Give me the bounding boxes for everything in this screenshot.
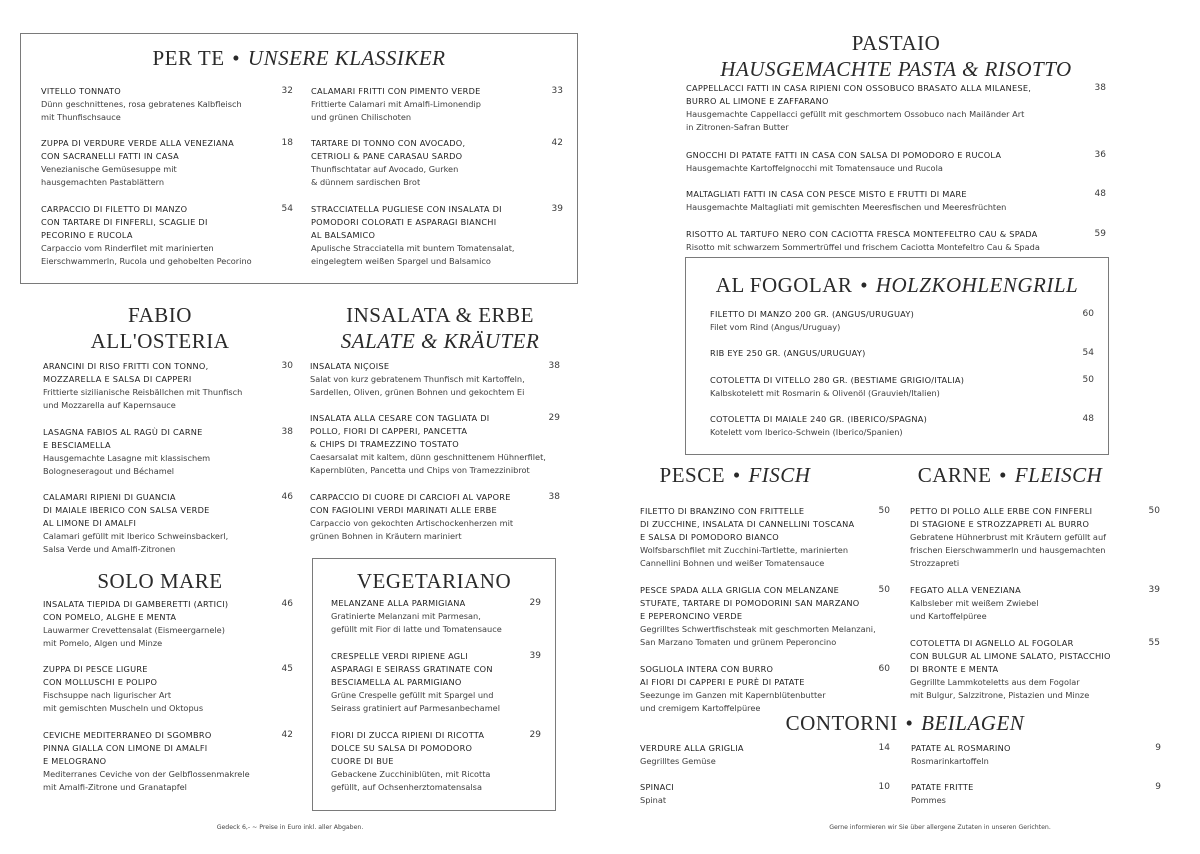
dish-description: Cannellini Bohnen und weißer Tomatensauce <box>640 558 825 568</box>
section-sides <box>640 710 1170 810</box>
dish-price: 39 <box>529 651 541 661</box>
dish-description: mit Amalfi-Zitrone und Granatapfel <box>43 782 187 792</box>
dish-price: 48 <box>1094 189 1106 199</box>
dish-price: 50 <box>1082 375 1094 385</box>
menu-item <box>311 203 563 268</box>
dish-price: 32 <box>281 86 293 96</box>
menu-item <box>911 781 1161 807</box>
menu-item <box>710 347 1094 360</box>
dish-description: Fischsuppe nach ligurischer Art <box>43 690 172 700</box>
dish-price: 59 <box>1094 229 1106 239</box>
dish-price: 50 <box>1148 506 1160 516</box>
dish-price: 42 <box>281 730 293 740</box>
dish-description: und grünen Chilischoten <box>311 112 412 122</box>
dish-description: Gratinierte Melanzani mit Parmesan, <box>331 611 481 621</box>
menu-item <box>331 650 541 715</box>
dish-description: grünen Bohnen in Kräutern mariniert <box>310 531 462 541</box>
dish-name: CEVICHE MEDITERRANEO DI SGOMBRO <box>43 730 212 740</box>
dish-name: STRACCIATELLA PUGLIESE CON INSALATA DI <box>311 204 502 214</box>
dish-name: MALTAGLIATI FATTI IN CASA CON PESCE MISTO E FRUTTI DI MARE <box>686 189 967 199</box>
dish-name: PECORINO E RUCOLA <box>41 230 133 240</box>
dish-description: Bologneseragout und Béchamel <box>43 466 175 476</box>
menu-item <box>311 137 563 189</box>
dish-name: DI MAIALE IBERICO CON SALSA VERDE <box>43 505 210 515</box>
dish-price: 29 <box>529 730 541 740</box>
dish-name: DI STAGIONE E STROZZAPRETI AL BURRO <box>910 519 1090 529</box>
dish-name: CRESPELLE VERDI RIPIENE AGLI <box>331 651 468 661</box>
dish-description: mit Pomelo, Algen und Minze <box>43 638 163 648</box>
dish-description: Seezunge im Ganzen mit Kapernblütenbutter <box>640 690 826 700</box>
dish-name: COTOLETTA DI VITELLO 280 GR. (BESTIAME GRIGIO/ITALIA) <box>710 375 965 385</box>
menu-item <box>686 149 1106 175</box>
dish-name: CON FAGIOLINI VERDI MARINATI ALLE ERBE <box>310 505 497 515</box>
dish-description: Calamari gefüllt mit Iberico Schweinsbackerl, <box>43 531 229 541</box>
dish-name: AI FIORI DI CAPPERI E PURÈ DI PATATE <box>640 677 805 687</box>
dish-name: PATATE FRITTE <box>911 782 974 792</box>
dish-name: DI BRONTE E MENTA <box>910 664 999 674</box>
menu-item <box>710 374 1094 400</box>
dish-description: und Mozzarella auf Kapernsauce <box>43 400 176 410</box>
dish-price: 14 <box>878 743 890 753</box>
dish-description: Hausgemachte Cappellacci gefüllt mit geschmortem Ossobuco nach Mailänder Art <box>686 109 1025 119</box>
dish-name: E BESCIAMELLA <box>43 440 111 450</box>
dish-price: 46 <box>281 492 293 502</box>
dish-name: ASPARAGI E SEIRASS GRATINATE CON <box>331 664 493 674</box>
dish-description: Hausgemachte Kartoffelgnocchi mit Tomatensauce und Rucola <box>686 163 943 173</box>
section-title: AL FOGOLAR • HOLZKOHLENGRILL <box>715 273 1079 297</box>
dish-description: Strozzapreti <box>910 558 960 568</box>
dish-name: BESCIAMELLA AL PARMIGIANO <box>331 677 462 687</box>
section-salads <box>310 300 570 565</box>
section-sea <box>20 566 300 806</box>
dish-price: 38 <box>548 361 560 371</box>
dish-name: FEGATO ALLA VENEZIANA <box>910 585 1022 595</box>
dish-name: RISOTTO AL TARTUFO NERO CON CACIOTTA FRESCA MONTEFELTRO CAU & SPADA <box>686 229 1038 239</box>
dish-description: San Marzano Tomaten und grünem Peperoncino <box>640 637 837 647</box>
section-title: FABIO ALL'OSTERIA <box>90 303 230 353</box>
dish-description: Lauwarmer Crevettensalat (Eismeergarnele) <box>43 625 225 635</box>
section-vegetarian <box>312 558 556 811</box>
dish-description: Salat von kurz gebratenem Thunfisch mit Kartoffeln, <box>310 374 525 384</box>
menu-item <box>710 413 1094 439</box>
dish-description: Grüne Crespelle gefüllt mit Spargel und <box>331 690 494 700</box>
dish-name: CON SACRANELLI FATTI IN CASA <box>41 151 180 161</box>
dish-price: 29 <box>529 598 541 608</box>
dish-price: 29 <box>548 413 560 423</box>
dish-name: CALAMARI FRITTI CON PIMENTO VERDE <box>311 86 481 96</box>
dish-description: mit Bulgur, Salzzitrone, Pistazien und Minze <box>910 690 1090 700</box>
dish-price: 9 <box>1155 743 1161 753</box>
menu-item <box>310 412 560 477</box>
section-title: PER TE • UNSERE KLASSIKER <box>152 46 446 70</box>
dish-description: Salsa Verde und Amalfi-Zitronen <box>43 544 176 554</box>
dish-description: Eierschwammerln, Rucola und gehobelten Pecorino <box>41 256 252 266</box>
dish-description: gefüllt, auf Ochsenherztomatensalsa <box>331 782 482 792</box>
dish-name: ARANCINI DI RISO FRITTI CON TONNO, <box>43 361 209 371</box>
dish-name: INSALATA ALLA CESARE CON TAGLIATA DI <box>310 413 490 423</box>
section-classics <box>20 33 578 284</box>
dish-description: Filet vom Rind (Angus/Uruguay) <box>710 322 841 332</box>
dish-name: & CHIPS DI TRAMEZZINO TOSTATO <box>310 439 460 449</box>
dish-name: CALAMARI RIPIENI DI GUANCIA <box>43 492 176 502</box>
dish-name: PATATE AL ROSMARINO <box>911 743 1011 753</box>
dish-description: Gegrilltes Schwertfischsteak mit geschmorten Melanzani, <box>640 624 876 634</box>
dish-description: Gegrillte Lammkoteletts aus dem Fogolar <box>910 677 1080 687</box>
dish-name: FILETTO DI BRANZINO CON FRITTELLE <box>640 506 805 516</box>
dish-description: und Kartoffelpüree <box>910 611 987 621</box>
dish-description: Apulische Stracciatella mit buntem Tomatensalat, <box>311 243 515 253</box>
dish-name: POLLO, FIORI DI CAPPERI, PANCETTA <box>310 426 468 436</box>
dish-price: 50 <box>878 585 890 595</box>
dish-description: Risotto mit schwarzem Sommertrüffel und frischem Caciotta Montefeltro Cau & Spada <box>686 242 1040 252</box>
dish-description: Caesarsalat mit kaltem, dünn geschnittenem Hühnerfilet, <box>310 452 546 462</box>
dish-name: CON MOLLUSCHI E POLIPO <box>43 677 158 687</box>
section-title: CONTORNI • BEILAGEN <box>785 711 1025 735</box>
menu-item <box>43 360 293 412</box>
dish-description: Pommes <box>911 795 946 805</box>
dish-description: Mediterranes Ceviche von der Gelbflossenmakrele <box>43 769 250 779</box>
dish-description: Spinat <box>640 795 667 805</box>
menu-item <box>310 360 560 399</box>
dish-name: ZUPPA DI VERDURE VERDE ALLA VENEZIANA <box>41 138 235 148</box>
dish-name: PINNA GIALLA CON LIMONE DI AMALFI <box>43 743 208 753</box>
menu-item <box>43 491 293 556</box>
dish-description: Gegrilltes Gemüse <box>640 756 716 766</box>
menu-item <box>710 308 1094 334</box>
menu-item <box>640 505 890 570</box>
dish-name: E MELOGRANO <box>43 756 107 766</box>
section-title: VEGETARIANO <box>356 569 512 593</box>
dish-name: STUFATE, TARTARE DI POMODORINI SAN MARZANO <box>640 598 860 608</box>
section-pasta <box>640 30 1152 255</box>
dish-name: AL LIMONE DI AMALFI <box>43 518 137 528</box>
dish-price: 39 <box>551 204 563 214</box>
dish-description: Wolfsbarschfilet mit Zucchini-Tartlette, marinierten <box>640 545 849 555</box>
dish-description: Thunfischtatar auf Avocado, Gurken <box>311 164 459 174</box>
menu-item <box>43 663 293 715</box>
menu-item <box>41 85 293 124</box>
section-grill <box>685 257 1109 455</box>
dish-description: gefüllt mit Fior di latte und Tomatensauce <box>331 624 502 634</box>
dish-price: 38 <box>1094 83 1106 93</box>
dish-name: PESCE SPADA ALLA GRIGLIA CON MELANZANE <box>640 585 840 595</box>
section-meat <box>910 462 1170 717</box>
dish-name: DI ZUCCHINE, INSALATA DI CANNELLINI TOSCANA <box>640 519 855 529</box>
dish-name: CAPPELLACCI FATTI IN CASA RIPIENI CON OSSOBUCO BRASATO ALLA MILANESE, <box>686 83 1032 93</box>
footer-note-left: Gedeck 6,- ~ Preise in Euro inkl. aller Abgaben. <box>216 824 364 831</box>
dish-name: CON TARTARE DI FINFERLI, SCAGLIE DI <box>41 217 208 227</box>
menu-item <box>910 505 1160 570</box>
menu-item <box>686 188 1106 214</box>
dish-description: & dünnem sardischen Brot <box>311 177 421 187</box>
dish-name: INSALATA NIÇOISE <box>310 361 390 371</box>
section-title: PASTAIO HAUSGEMACHTE PASTA & RISOTTO <box>720 31 1072 81</box>
dish-description: Carpaccio vom Rinderfilet mit marinierten <box>41 243 214 253</box>
menu-item <box>686 228 1106 254</box>
menu-item <box>331 597 541 636</box>
dish-description: Hausgemachte Maltagliati mit gemischten Meeresfischen und Meeresfrüchten <box>686 202 1007 212</box>
menu-item <box>640 742 890 768</box>
menu-item <box>43 729 293 794</box>
dish-description: frischen Eierschwammerln und hausgemachten <box>910 545 1106 555</box>
dish-description: Kalbskotelett mit Rosmarin & Olivenöl (Grauvieh/Italien) <box>710 388 940 398</box>
dish-name: DOLCE SU SALSA DI POMODORO <box>331 743 473 753</box>
dish-price: 50 <box>878 506 890 516</box>
dish-description: Frittierte sizilianische Reisbällchen mit Thunfisch <box>43 387 243 397</box>
dish-price: 9 <box>1155 782 1161 792</box>
menu-item <box>640 781 890 807</box>
dish-name: AL BALSAMICO <box>311 230 376 240</box>
dish-price: 42 <box>551 138 563 148</box>
footer-note-right: Gerne informieren wir Sie über allergene Zutaten in unseren Gerichten. <box>829 824 1051 831</box>
menu-item <box>41 137 293 189</box>
dish-name: TARTARE DI TONNO CON AVOCADO, <box>311 138 466 148</box>
dish-price: 18 <box>281 138 293 148</box>
dish-name: COTOLETTA DI MAIALE 240 GR. (IBERICO/SPAGNA) <box>710 414 928 424</box>
dish-price: 54 <box>281 204 293 214</box>
dish-name: CARPACCIO DI CUORE DI CARCIOFI AL VAPORE <box>310 492 511 502</box>
dish-price: 60 <box>1082 309 1094 319</box>
dish-name: CARPACCIO DI FILETTO DI MANZO <box>41 204 188 214</box>
dish-price: 38 <box>548 492 560 502</box>
section-title: INSALATA & ERBE SALATE & KRÄUTER <box>340 303 540 353</box>
dish-name: E PEPERONCINO VERDE <box>640 611 743 621</box>
dish-description: und cremigem Kartoffelpüree <box>640 703 761 713</box>
dish-price: 36 <box>1094 150 1106 160</box>
dish-description: mit gemischten Muscheln und Oktopus <box>43 703 204 713</box>
section-fish <box>640 462 900 717</box>
dish-description: in Zitronen-Safran Butter <box>686 122 789 132</box>
dish-name: RIB EYE 250 GR. (ANGUS/URUGUAY) <box>710 348 866 358</box>
dish-description: Gebackene Zucchiniblüten, mit Ricotta <box>331 769 491 779</box>
dish-description: Carpaccio von gekochten Artischockenherzen mit <box>310 518 514 528</box>
menu-item <box>43 426 293 478</box>
menu-item <box>310 491 560 543</box>
dish-name: FIORI DI ZUCCA RIPIENI DI RICOTTA <box>331 730 485 740</box>
dish-description: hausgemachten Pastablättern <box>41 177 165 187</box>
dish-description: Gebratene Hühnerbrust mit Kräutern gefüllt auf <box>910 532 1107 542</box>
dish-price: 46 <box>281 599 293 609</box>
dish-name: CETRIOLI & PANE CARASAU SARDO <box>311 151 463 161</box>
dish-name: MELANZANE ALLA PARMIGIANA <box>331 598 466 608</box>
menu-item <box>311 85 563 124</box>
dish-name: INSALATA TIEPIDA DI GAMBERETTI (ARTICI) <box>43 599 229 609</box>
menu-item <box>910 637 1160 702</box>
dish-name: CON POMELO, ALGHE E MENTA <box>43 612 177 622</box>
dish-name: GNOCCHI DI PATATE FATTI IN CASA CON SALSA DI POMODORO E RUCOLA <box>686 150 1002 160</box>
menu-item <box>686 82 1106 134</box>
dish-description: Kalbsleber mit weißem Zwiebel <box>910 598 1039 608</box>
dish-name: BURRO AL LIMONE E ZAFFARANO <box>686 96 829 106</box>
dish-name: SPINACI <box>640 782 675 792</box>
dish-name: FILETTO DI MANZO 200 GR. (ANGUS/URUGUAY) <box>710 309 915 319</box>
section-title: CARNE • FLEISCH <box>917 463 1103 487</box>
dish-description: Kotelett vom Iberico-Schwein (Iberico/Spanien) <box>710 427 903 437</box>
dish-description: Frittierte Calamari mit Amalfi-Limonendip <box>311 99 481 109</box>
dish-description: Kapernblüten, Pancetta und Chips von Tramezzinibrot <box>310 465 530 475</box>
dish-price: 10 <box>878 782 890 792</box>
dish-name: COTOLETTA DI AGNELLO AL FOGOLAR <box>910 638 1074 648</box>
dish-price: 54 <box>1082 348 1094 358</box>
dish-name: MOZZARELLA E SALSA DI CAPPERI <box>43 374 192 384</box>
menu-item <box>911 742 1161 768</box>
dish-name: POMODORI COLORATI E ASPARAGI BIANCHI <box>311 217 497 227</box>
dish-description: Hausgemachte Lasagne mit klassischem <box>43 453 211 463</box>
section-title: PESCE • FISCH <box>659 463 811 487</box>
dish-name: SOGLIOLA INTERA CON BURRO <box>640 664 774 674</box>
menu-item <box>41 203 293 268</box>
dish-description: Dünn geschnittenes, rosa gebratenes Kalbfleisch <box>41 99 242 109</box>
dish-description: eingelegtem weißen Spargel und Balsamico <box>311 256 491 266</box>
section-title: SOLO MARE <box>97 569 223 593</box>
dish-name: E SALSA DI POMODORO BIANCO <box>640 532 779 542</box>
dish-name: LASAGNA FABIOS AL RAGÙ DI CARNE <box>43 427 203 437</box>
menu-item <box>640 663 890 715</box>
dish-price: 38 <box>281 427 293 437</box>
dish-name: CUORE DI BUE <box>331 756 394 766</box>
dish-price: 30 <box>281 361 293 371</box>
dish-name: VITELLO TONNATO <box>41 86 121 96</box>
dish-description: Sardellen, Oliven, grünen Bohnen und gekochtem Ei <box>310 387 525 397</box>
dish-price: 39 <box>1148 585 1160 595</box>
dish-name: VERDURE ALLA GRIGLIA <box>640 743 744 753</box>
dish-price: 48 <box>1082 414 1094 424</box>
dish-name: PETTO DI POLLO ALLE ERBE CON FINFERLI <box>910 506 1093 516</box>
dish-name: ZUPPA DI PESCE LIGURE <box>43 664 148 674</box>
dish-price: 33 <box>551 86 563 96</box>
menu-item <box>43 598 293 650</box>
dish-description: Venezianische Gemüsesuppe mit <box>41 164 177 174</box>
dish-price: 60 <box>878 664 890 674</box>
dish-description: mit Thunfischsauce <box>41 112 121 122</box>
menu-item <box>640 584 890 649</box>
menu-item <box>331 729 541 794</box>
menu-item <box>910 584 1160 623</box>
dish-description: Rosmarinkartoffeln <box>911 756 989 766</box>
dish-price: 55 <box>1148 638 1160 648</box>
dish-price: 45 <box>281 664 293 674</box>
section-osteria <box>20 300 300 565</box>
dish-description: Seirass gratiniert auf Parmesanbechamel <box>331 703 500 713</box>
dish-name: CON BULGUR AL LIMONE SALATO, PISTACCHIO <box>910 651 1111 661</box>
